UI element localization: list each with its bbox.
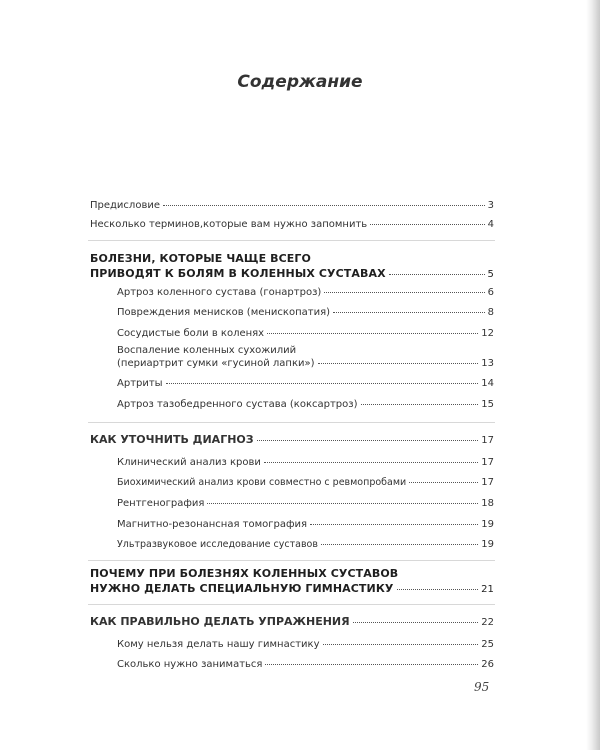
dot-leader bbox=[361, 404, 479, 405]
toc-entry-text: Ультразвуковое исследование суставов bbox=[117, 539, 318, 550]
toc-entry bbox=[117, 658, 494, 671]
toc-entry-text: Магнитно-резонансная томография bbox=[117, 519, 308, 530]
toc-entry-text: Артриты bbox=[117, 378, 163, 389]
toc-entry-text: Предисловие bbox=[90, 200, 160, 211]
toc-entry bbox=[117, 518, 494, 531]
dot-leader bbox=[166, 383, 479, 384]
toc-entry-text: Артроз коленного сустава (гонартроз) bbox=[117, 287, 322, 298]
toc-entry-text: Сосудистые боли в коленях bbox=[117, 328, 265, 339]
section-heading-text: КАК ПРАВИЛЬНО ДЕЛАТЬ УПРАЖНЕНИЯ bbox=[90, 615, 350, 628]
dot-leader bbox=[389, 274, 485, 275]
dot-leader bbox=[163, 205, 485, 206]
dot-leader bbox=[333, 312, 485, 313]
toc-page-number: 18 bbox=[481, 498, 494, 509]
toc-page-number: 17 bbox=[481, 435, 494, 446]
toc-entry bbox=[117, 456, 494, 469]
section-divider bbox=[88, 560, 495, 561]
toc-entry bbox=[117, 638, 494, 651]
dot-leader bbox=[370, 224, 484, 225]
dot-leader bbox=[257, 440, 479, 441]
dot-leader bbox=[207, 503, 478, 504]
toc-entry-terms bbox=[90, 218, 494, 231]
dot-leader bbox=[397, 589, 479, 590]
dot-leader bbox=[318, 363, 479, 364]
dot-leader bbox=[267, 333, 478, 334]
toc-entry-text: Кому нельзя делать нашу гимнастику bbox=[117, 639, 320, 650]
toc-entry-text: Артроз тазобедренного сустава (коксартроз) bbox=[117, 399, 358, 410]
toc-entry bbox=[117, 538, 494, 551]
section-divider bbox=[88, 422, 495, 423]
toc-page-number: 12 bbox=[481, 328, 494, 339]
toc-page-number: 15 bbox=[481, 399, 494, 410]
toc-page-number: 19 bbox=[481, 539, 494, 550]
toc-entry-text: Клинический анализ крови bbox=[117, 457, 261, 468]
section-heading-line1: ПОЧЕМУ ПРИ БОЛЕЗНЯХ КОЛЕННЫХ СУСТАВОВ bbox=[90, 567, 399, 580]
section-heading-text: ПРИВОДЯТ К БОЛЯМ В КОЛЕННЫХ СУСТАВАХ bbox=[90, 267, 386, 280]
toc-entry bbox=[117, 476, 494, 489]
page-title: Содержание bbox=[237, 72, 363, 92]
toc-page-number: 3 bbox=[487, 200, 494, 211]
dot-leader bbox=[310, 524, 478, 525]
toc-entry bbox=[117, 344, 494, 370]
dot-leader bbox=[324, 292, 484, 293]
toc-entry-line2 bbox=[117, 357, 494, 370]
toc-section-diagnosis bbox=[90, 433, 494, 447]
section-heading-line2 bbox=[90, 266, 494, 282]
page-edge-shadow bbox=[586, 0, 600, 750]
toc-page-number: 5 bbox=[487, 269, 494, 280]
toc-section-gymnastics bbox=[90, 566, 494, 597]
dot-leader bbox=[409, 482, 478, 483]
toc-page-number: 22 bbox=[481, 617, 494, 628]
section-heading-text: КАК УТОЧНИТЬ ДИАГНОЗ bbox=[90, 433, 254, 446]
toc-page-number: 17 bbox=[481, 477, 494, 488]
dot-leader bbox=[265, 664, 478, 665]
toc-page-number: 17 bbox=[481, 457, 494, 468]
toc-page-number: 14 bbox=[481, 378, 494, 389]
section-divider bbox=[88, 240, 495, 241]
toc-entry-text: (периартрит сумки «гусиной лапки») bbox=[117, 358, 315, 369]
section-heading-line2 bbox=[90, 581, 494, 597]
toc-page-number: 21 bbox=[481, 584, 494, 595]
toc-entry-text: Повреждения менисков (менископатия) bbox=[117, 307, 330, 318]
toc-page-number: 25 bbox=[481, 639, 494, 650]
dot-leader bbox=[321, 544, 478, 545]
toc-entry-text: Воспаление коленных сухожилий bbox=[117, 345, 297, 356]
toc-page-number: 13 bbox=[481, 358, 494, 369]
section-divider bbox=[88, 604, 495, 605]
toc-entry bbox=[117, 398, 494, 411]
toc-entry-text: Рентгенография bbox=[117, 498, 205, 509]
page-number-folio: 95 bbox=[474, 680, 490, 694]
toc-entry bbox=[117, 327, 494, 340]
toc-entry-text: Несколько терминов,которые вам нужно запомнить bbox=[90, 219, 368, 230]
toc-section-exercises bbox=[90, 615, 494, 629]
toc-page-number: 8 bbox=[487, 307, 494, 318]
section-heading-text: НУЖНО ДЕЛАТЬ СПЕЦИАЛЬНУЮ ГИМНАСТИКУ bbox=[90, 582, 394, 595]
toc-entry bbox=[117, 497, 494, 510]
toc-section-diseases bbox=[90, 251, 494, 282]
dot-leader bbox=[264, 462, 478, 463]
section-heading-line1: БОЛЕЗНИ, КОТОРЫЕ ЧАЩЕ ВСЕГО bbox=[90, 252, 311, 265]
toc-page-number: 26 bbox=[481, 659, 494, 670]
dot-leader bbox=[353, 622, 479, 623]
toc-entry-preface bbox=[90, 199, 494, 212]
toc-page-number: 4 bbox=[487, 219, 494, 230]
toc-entry-text: Сколько нужно заниматься bbox=[117, 659, 263, 670]
toc-entry-text: Биохимический анализ крови совместно с ревмопробами bbox=[117, 477, 407, 488]
toc-page-number: 6 bbox=[487, 287, 494, 298]
toc-entry bbox=[117, 377, 494, 390]
toc-entry bbox=[117, 286, 494, 299]
toc-page-number: 19 bbox=[481, 519, 494, 530]
dot-leader bbox=[323, 644, 479, 645]
toc-entry bbox=[117, 306, 494, 319]
